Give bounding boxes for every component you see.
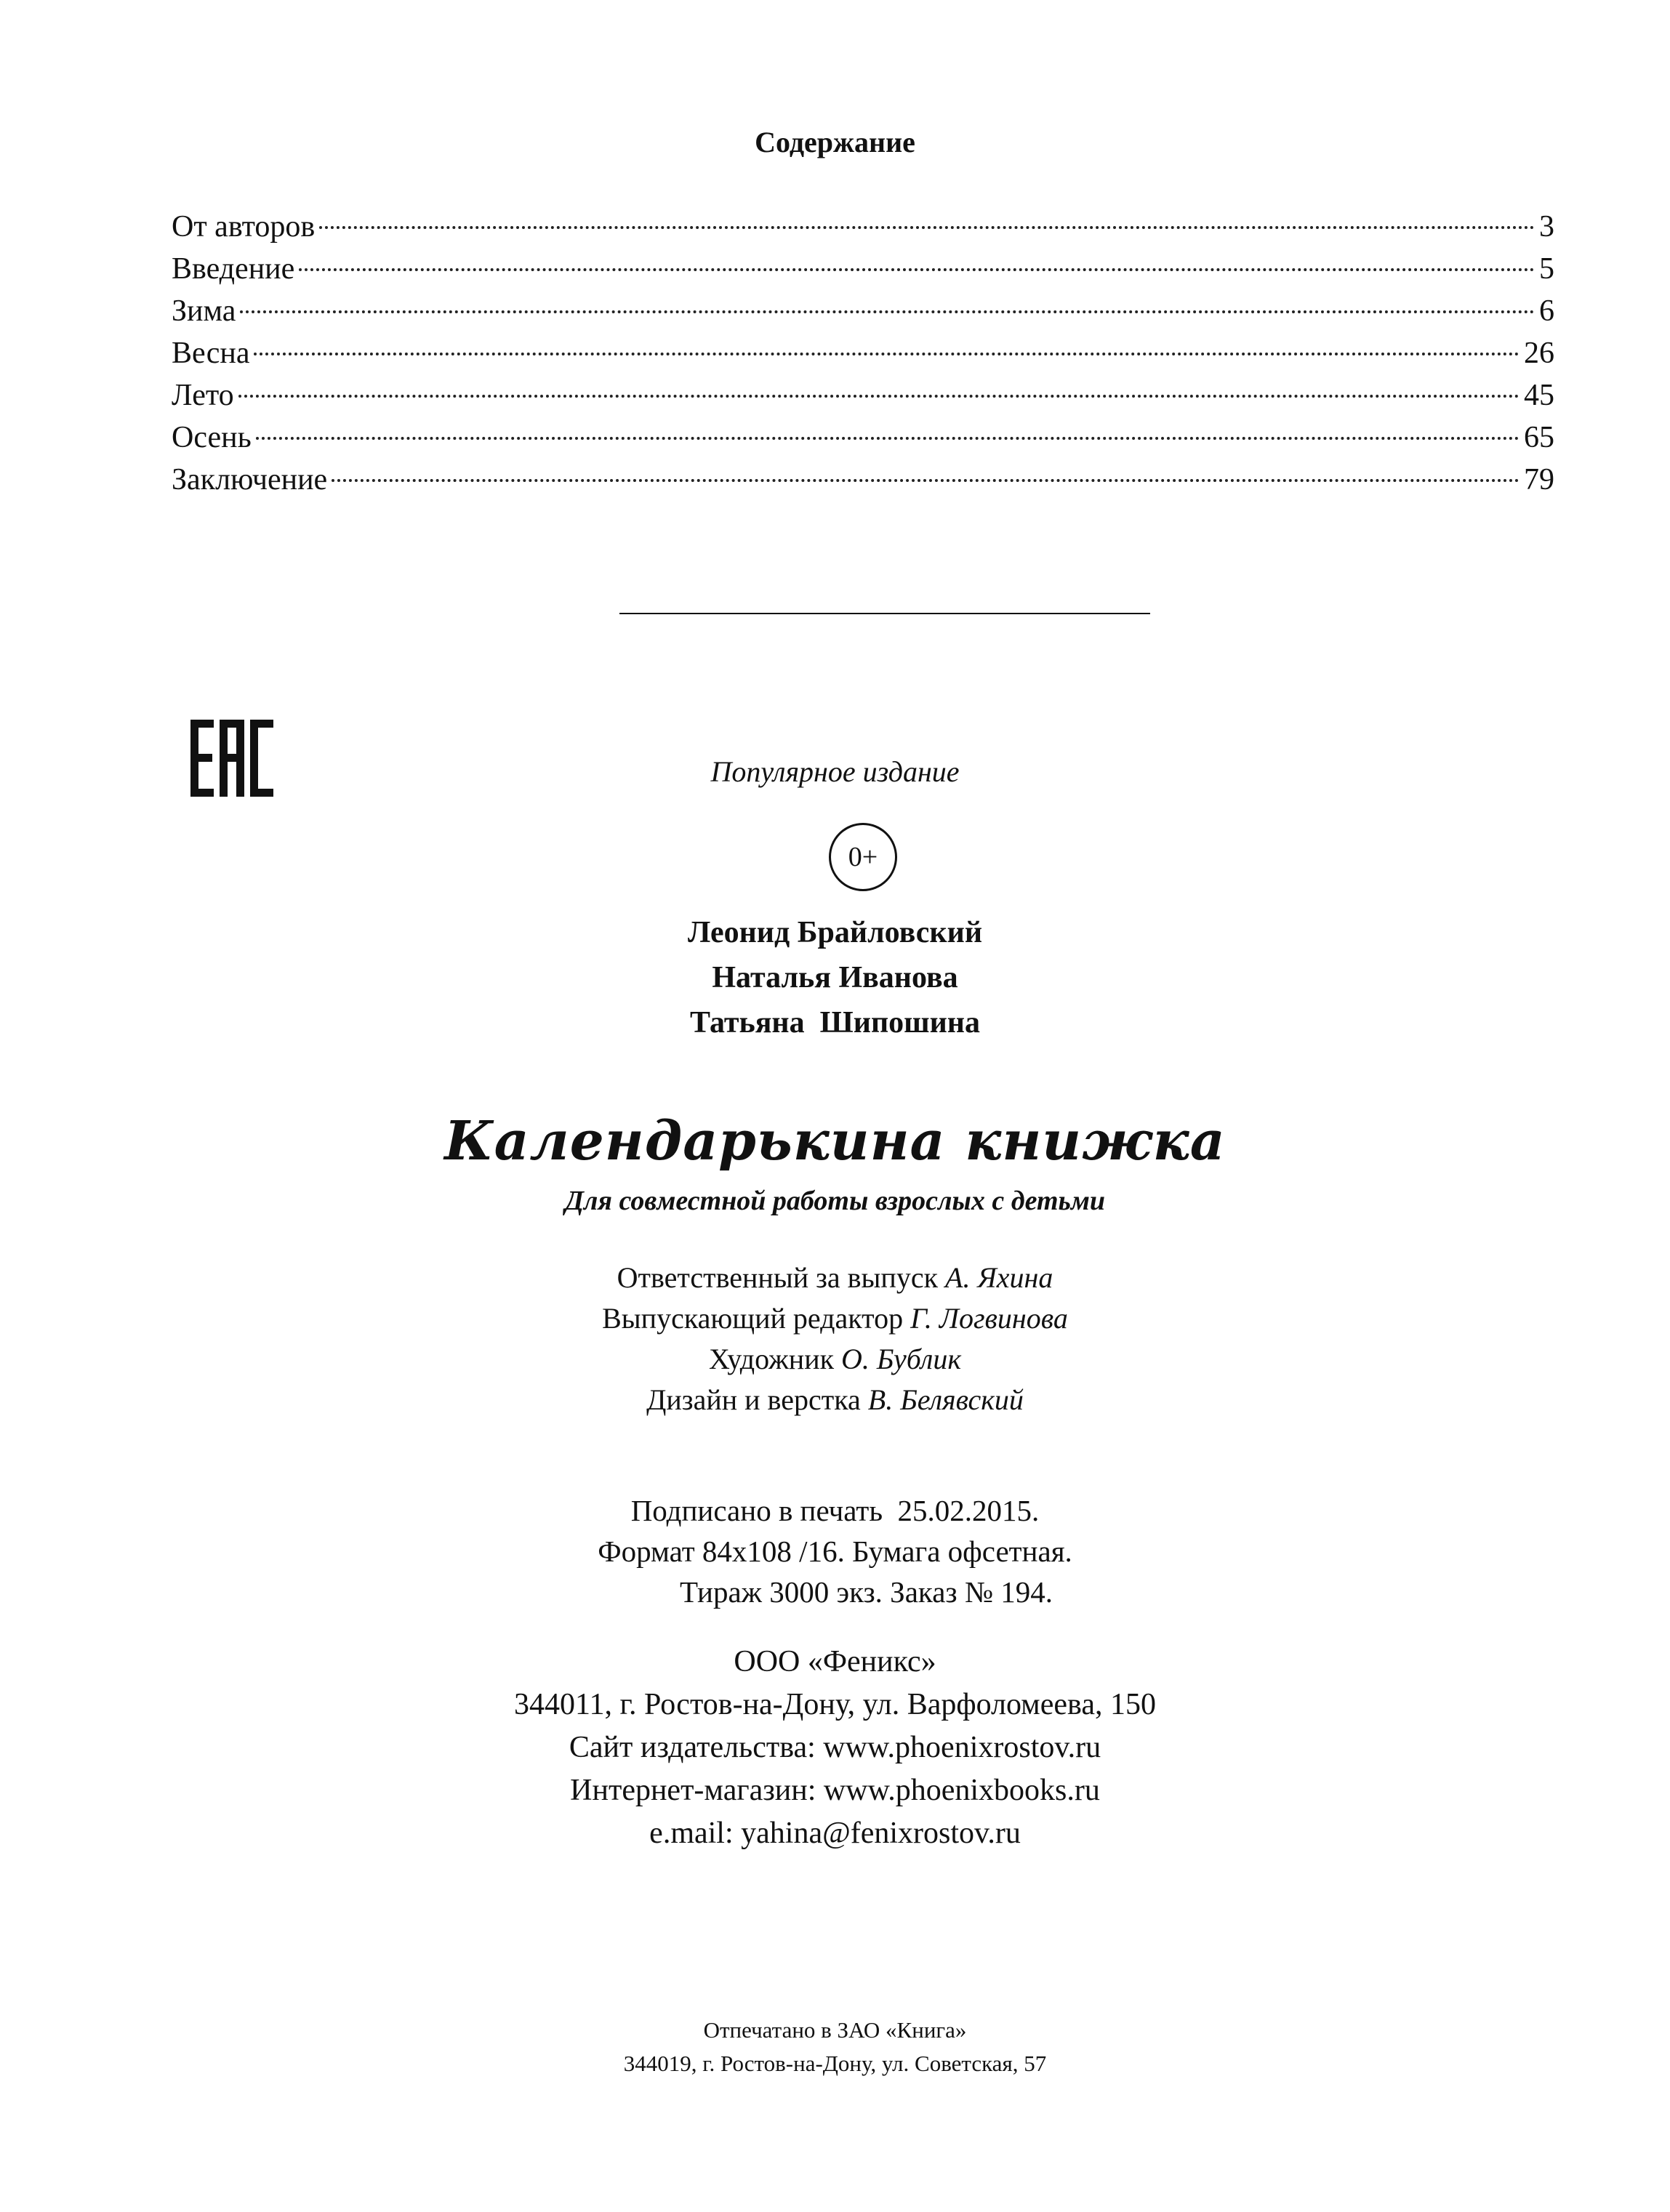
- credit-name: В. Белявский: [867, 1383, 1024, 1416]
- publisher-shop[interactable]: Интернет-магазин: www.phoenixbooks.ru: [570, 1774, 1100, 1807]
- credit-role: Выпускающий редактор: [602, 1302, 904, 1335]
- toc-entry-title: Осень: [172, 421, 252, 454]
- credit-line: [0, 1258, 1670, 1298]
- age-rating-label: 0+: [848, 842, 878, 872]
- publisher-block: [0, 1641, 1670, 1855]
- credit-name: Г. Логвинова: [910, 1302, 1068, 1335]
- toc-leader: [238, 395, 1520, 398]
- toc-entry-autumn[interactable]: [172, 417, 1554, 459]
- age-rating-badge: [829, 823, 897, 891]
- toc-entry-authors[interactable]: [172, 206, 1554, 248]
- printer-address: 344019, г. Ростов-на-Дону, ул. Советская, 57: [623, 2051, 1047, 2076]
- toc-entry-title: Зима: [172, 294, 236, 328]
- publisher-address: 344011, г. Ростов-на-Дону, ул. Варфоломеева, 150: [514, 1688, 1156, 1721]
- edition-type: Популярное издание: [710, 755, 960, 788]
- credit-role: Художник: [708, 1343, 835, 1375]
- toc-entry-page: 3: [1539, 210, 1554, 244]
- toc-entry-page: 6: [1539, 294, 1554, 328]
- credit-line: [0, 1339, 1670, 1380]
- printer-block: [0, 2014, 1670, 2080]
- toc-leader: [299, 268, 1535, 271]
- section-divider: [619, 613, 1150, 614]
- table-of-contents: [172, 206, 1554, 501]
- toc-entry-page: 5: [1539, 252, 1554, 286]
- toc-entry-winter[interactable]: [172, 290, 1554, 332]
- toc-entry-title: Весна: [172, 337, 250, 370]
- toc-leader: [256, 437, 1520, 440]
- toc-entry-title: Заключение: [172, 463, 328, 496]
- toc-entry-page: 65: [1524, 421, 1554, 454]
- publisher-name: ООО «Феникс»: [734, 1645, 936, 1678]
- print-info-line: Подписано в печать 25.02.2015.: [630, 1494, 1040, 1527]
- print-info-line: Формат 84x108 /16. Бумага офсетная.: [598, 1535, 1072, 1568]
- toc-entry-page: 45: [1524, 379, 1554, 412]
- toc-leader: [240, 310, 1535, 313]
- credit-line: [0, 1298, 1670, 1339]
- authors-list: [0, 910, 1670, 1045]
- book-subtitle: Для совместной работы взрослых с детьми: [564, 1186, 1106, 1216]
- print-info-line: Тираж 3000 экз. Заказ № 194.: [680, 1575, 1053, 1609]
- toc-leader: [332, 479, 1520, 482]
- credit-role: Дизайн и верстка: [646, 1383, 861, 1416]
- credit-name: А. Яхина: [945, 1261, 1053, 1294]
- publisher-website[interactable]: Сайт издательства: www.phoenixrostov.ru: [569, 1731, 1101, 1764]
- print-info-block: [0, 1490, 1670, 1612]
- toc-entry-introduction[interactable]: [172, 248, 1554, 290]
- publisher-email[interactable]: e.mail: yahina@fenixrostov.ru: [649, 1817, 1021, 1850]
- toc-entry-page: 26: [1524, 337, 1554, 370]
- toc-entry-title: От авторов: [172, 210, 316, 244]
- author-name: Леонид Брайловский: [687, 916, 983, 949]
- author-name: Наталья Иванова: [712, 961, 958, 994]
- toc-entry-page: 79: [1524, 463, 1554, 496]
- toc-entry-title: Введение: [172, 252, 295, 286]
- book-title: Календарькина книжка: [444, 1110, 1226, 1173]
- credit-name: О. Бублик: [841, 1343, 962, 1375]
- toc-heading: Содержание: [755, 126, 915, 158]
- printer-name: Отпечатано в ЗАО «Книга»: [703, 2017, 967, 2043]
- toc-leader: [254, 353, 1520, 355]
- toc-entry-spring[interactable]: [172, 332, 1554, 374]
- author-name: Татьяна Шипошина: [689, 1006, 981, 1039]
- toc-leader: [319, 226, 1535, 229]
- credit-line: [0, 1380, 1670, 1420]
- credit-role: Ответственный за выпуск: [617, 1261, 939, 1294]
- toc-entry-title: Лето: [172, 379, 234, 412]
- credits-block: [0, 1258, 1670, 1420]
- toc-entry-conclusion[interactable]: [172, 459, 1554, 501]
- toc-entry-summer[interactable]: [172, 374, 1554, 417]
